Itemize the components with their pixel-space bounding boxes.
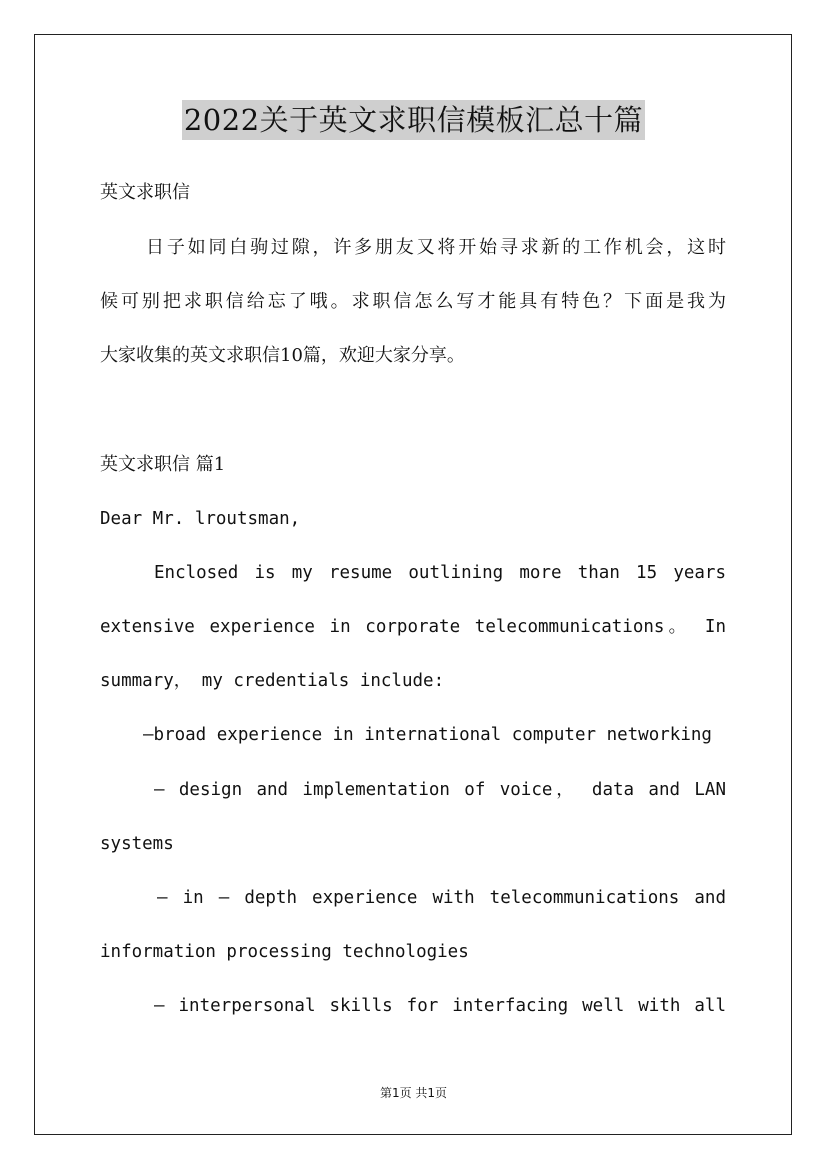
intro-heading: 英文求职信 <box>100 182 190 203</box>
intro-paragraph-line: 日子如同白驹过隙，许多朋友又将开始寻求新的工作机会，这时 <box>146 237 726 258</box>
body-line: systems <box>100 834 174 854</box>
salutation: Dear Mr. lroutsman, <box>100 509 301 529</box>
intro-paragraph-line: 大家收集的英文求职信10篇，欢迎大家分享。 <box>100 345 465 366</box>
body-line: — design and implementation of voice， data and LAN <box>154 780 726 800</box>
body-line: — in — depth experience with telecommunications and <box>157 888 726 908</box>
document-title: 2022关于英文求职信模板汇总十篇 <box>182 100 645 140</box>
page-footer: 第1页 共1页 <box>379 1086 448 1100</box>
body-line: —broad experience in international computer networking <box>143 725 712 745</box>
body-line: Enclosed is my resume outlining more than 15 years <box>154 563 726 583</box>
intro-paragraph-line: 候可别把求职信给忘了哦。求职信怎么写才能具有特色？下面是我为 <box>100 291 726 312</box>
body-line: extensive experience in corporate telecommunications。 In <box>100 617 726 637</box>
title-container <box>0 100 827 140</box>
body-line: information processing technologies <box>100 942 469 962</box>
section-heading: 英文求职信 篇1 <box>100 454 226 475</box>
body-line: summary， my credentials include: <box>100 671 445 691</box>
body-line: — interpersonal skills for interfacing well with all <box>154 996 726 1016</box>
